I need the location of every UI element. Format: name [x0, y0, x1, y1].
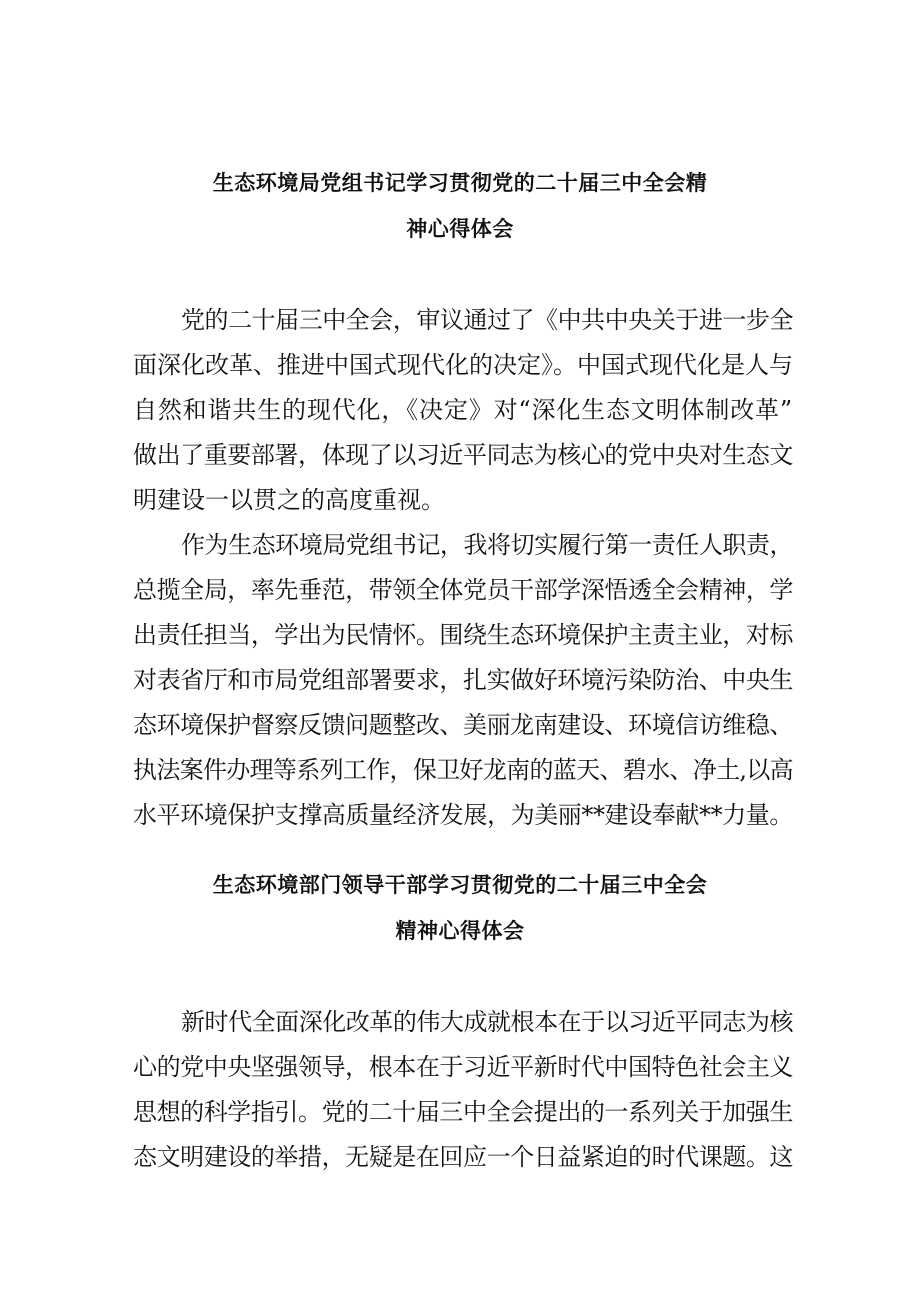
text-line: 自然和谐共生的现代化，《决定》对“深化生态文明体制改革” — [133, 396, 793, 424]
text-line: 作为生态环境局党组书记，我将切实履行第一责任人职责， — [181, 531, 793, 559]
text-line: 面深化改革、推进中国式现代化的决定》。中国式现代化是人与 — [133, 351, 793, 379]
text-line: 总揽全局，率先垂范，带领全体党员干部学深悟透全会精神，学 — [133, 576, 793, 604]
text-line: 执法案件办理等系列工作，保卫好龙南的蓝天、碧水、净土,以高 — [133, 756, 793, 784]
section-2-title-line-1: 生态环境部门领导干部学习贯彻党的二十届三中全会 — [212, 873, 708, 897]
section-1-paragraph-2 — [133, 523, 793, 838]
text-line: 心的党中央坚强领导，根本在于习近平新时代中国特色社会主义 — [133, 1053, 793, 1081]
text-line: 态环境保护督察反馈问题整改、美丽龙南建设、环境信访维稳、 — [133, 711, 793, 739]
section-1-title — [130, 160, 790, 252]
section-2-title-line-2: 精神心得体会 — [395, 919, 525, 943]
text-line: 做出了重要部署，体现了以习近平同志为核心的党中央对生态文 — [133, 441, 793, 469]
text-line: 党的二十届三中全会，审议通过了《中共中央关于进一步全 — [181, 306, 793, 334]
text-line: 态文明建设的举措，无疑是在回应一个日益紧迫的时代课题。这 — [133, 1143, 793, 1171]
section-1-title-line-2: 神心得体会 — [406, 217, 514, 241]
text-line: 新时代全面深化改革的伟大成就根本在于以习近平同志为核 — [181, 1008, 793, 1036]
text-line: 对表省厅和市局党组部署要求，扎实做好环境污染防治、中央生 — [133, 666, 793, 694]
section-2-paragraph-1 — [133, 1000, 793, 1180]
text-line: 水平环境保护支撑高质量经济发展，为美丽**建设奉献**力量。 — [133, 801, 793, 829]
text-line: 思想的科学指引。党的二十届三中全会提出的一系列关于加强生 — [133, 1098, 793, 1126]
section-1-paragraph-1 — [133, 298, 793, 523]
section-1-title-line-1: 生态环境局党组书记学习贯彻党的二十届三中全会精 — [212, 171, 708, 195]
section-2-title — [130, 862, 790, 954]
text-line: 明建设一以贯之的高度重视。 — [133, 486, 445, 514]
text-line: 出责任担当，学出为民情怀。围绕生态环境保护主责主业，对标 — [133, 621, 793, 649]
